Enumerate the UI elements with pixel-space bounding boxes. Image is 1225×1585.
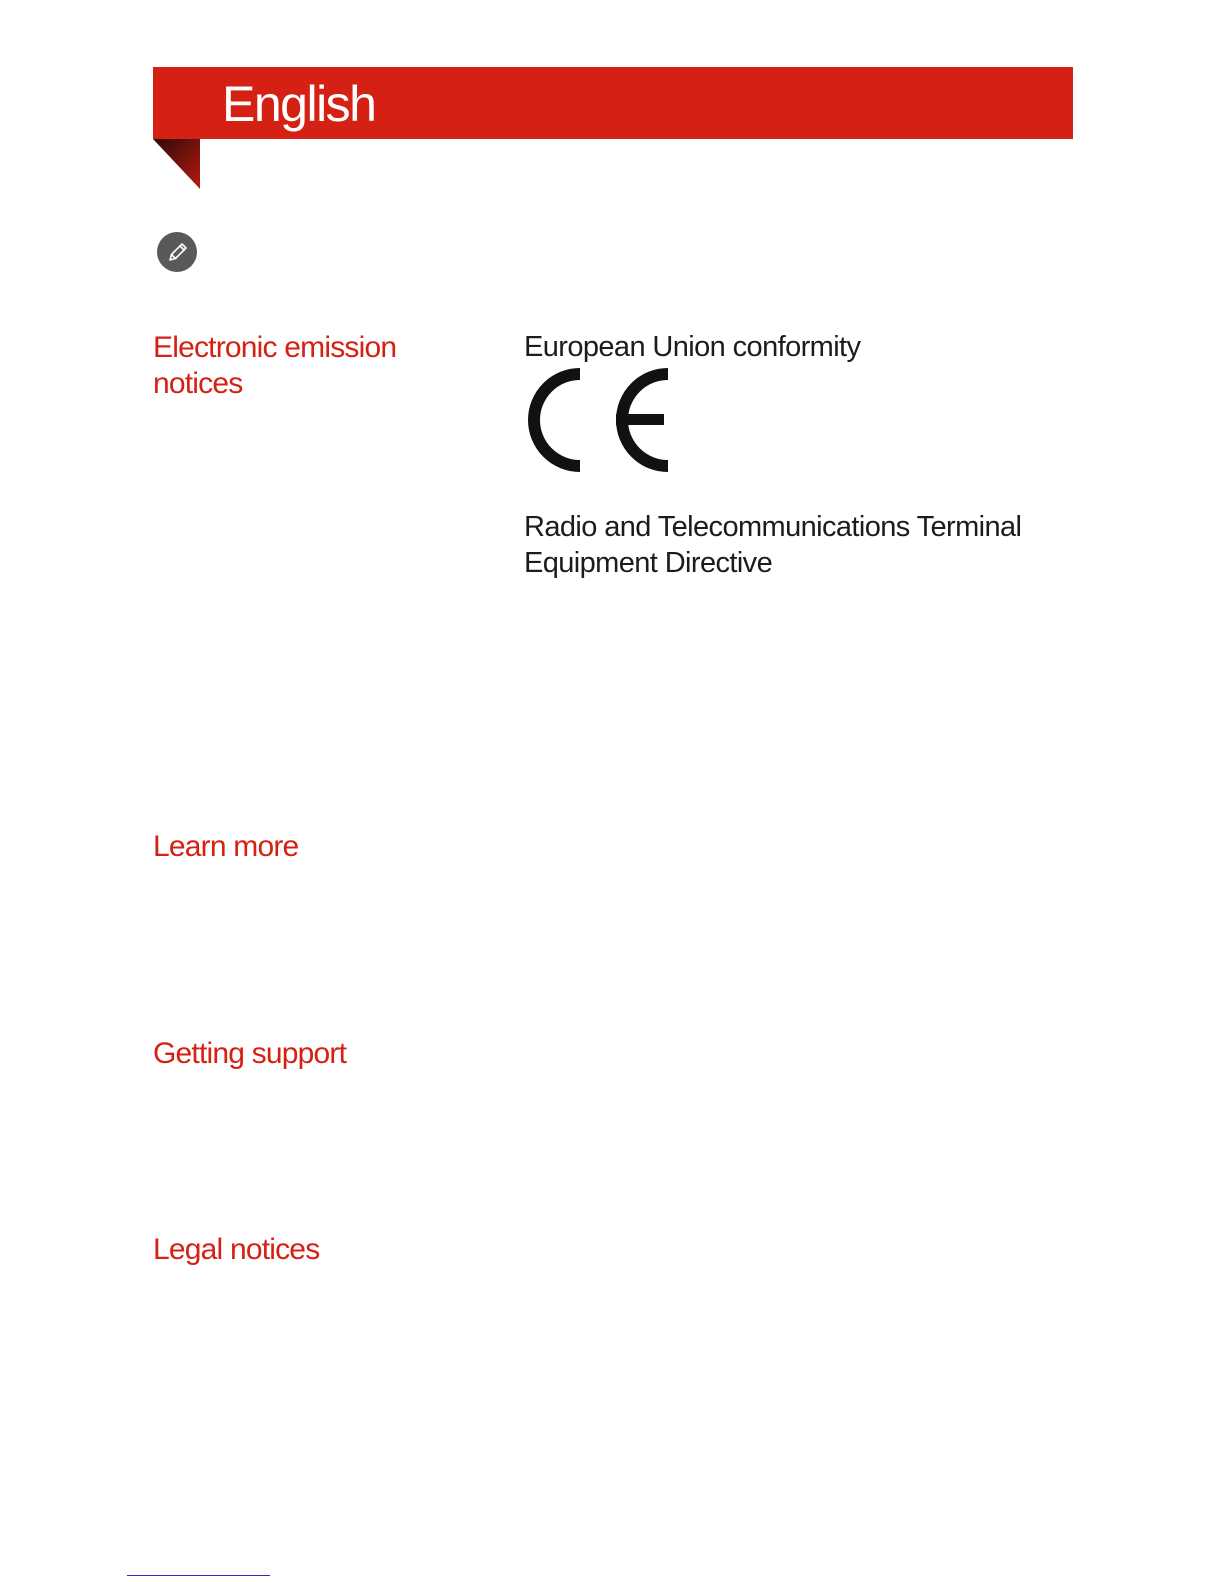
pencil-icon xyxy=(157,232,197,272)
eu-conformity-heading: European Union conformity xyxy=(524,331,861,363)
language-title: English xyxy=(222,76,376,132)
section-heading-getting-support: Getting support xyxy=(153,1037,347,1070)
banner-fold-corner xyxy=(153,139,200,189)
section-heading-learn-more: Learn more xyxy=(153,830,299,863)
section-heading-emission: Electronic emission notices xyxy=(153,331,397,400)
ce-mark-icon xyxy=(524,368,672,472)
footer-rule xyxy=(127,1575,270,1576)
radio-telecom-directive-heading: Radio and Telecommunications Terminal Equipment Directive xyxy=(524,511,1022,579)
section-heading-legal-notices: Legal notices xyxy=(153,1233,320,1266)
